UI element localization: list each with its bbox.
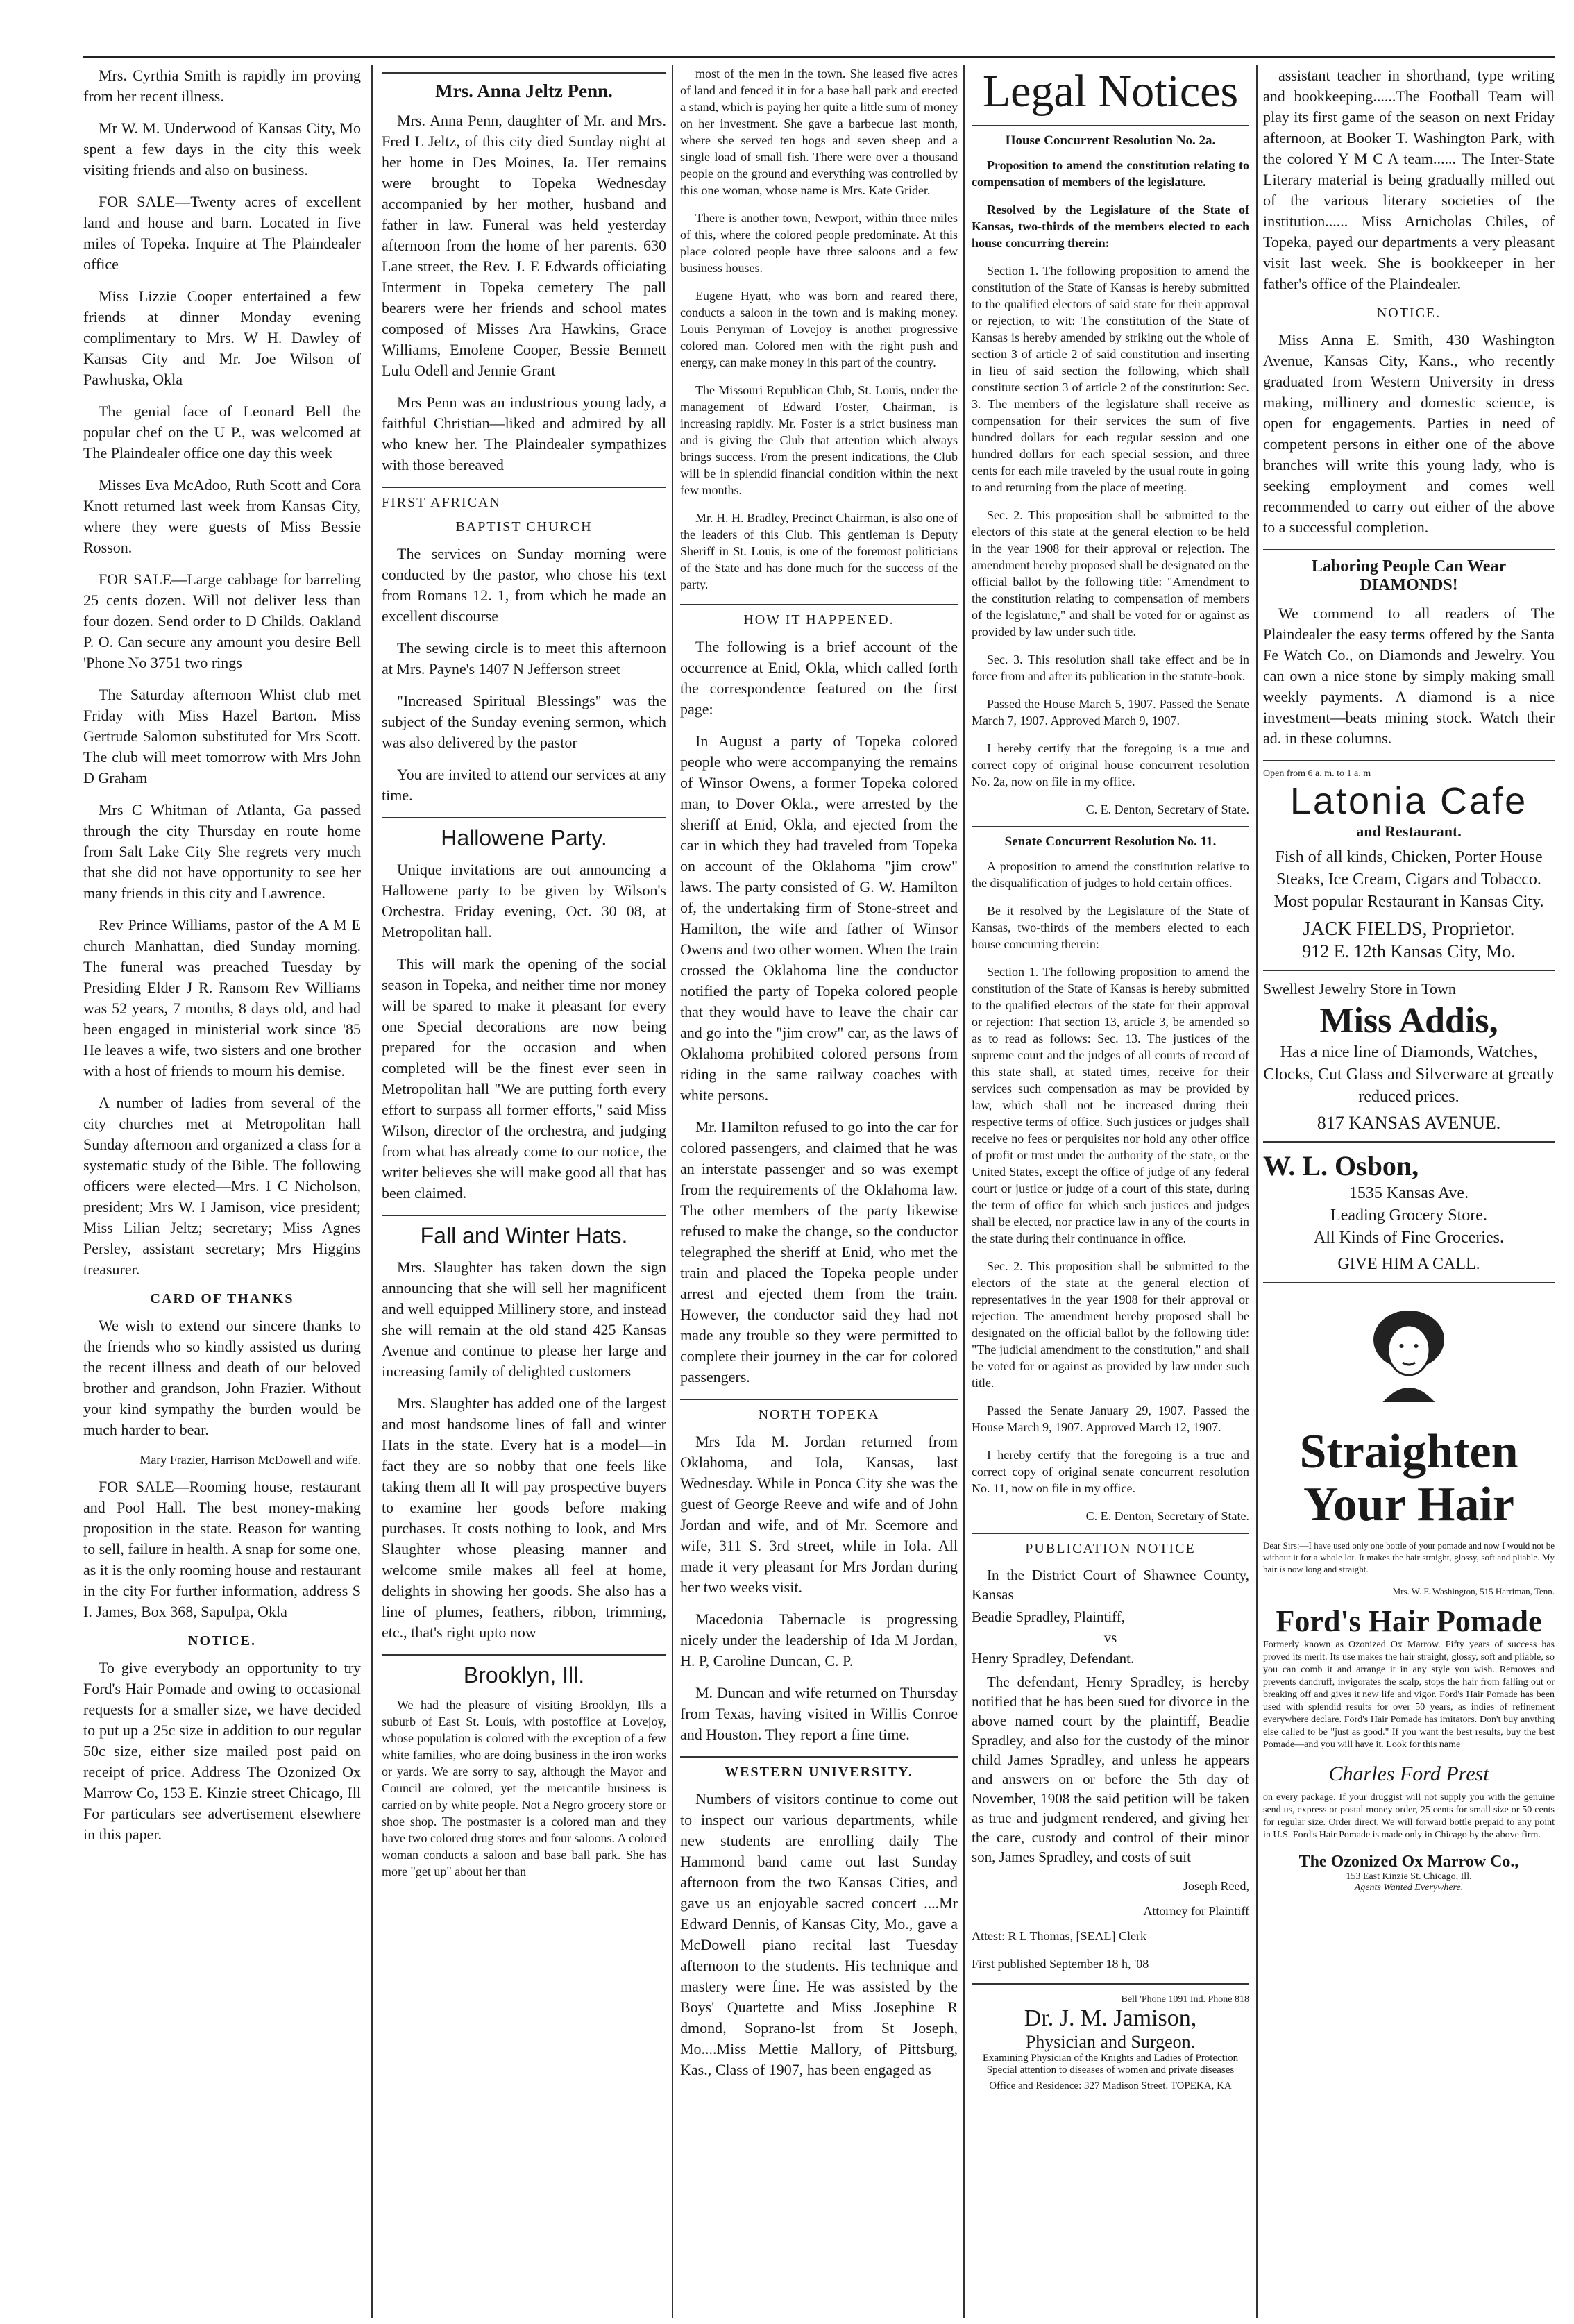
doctor-line: Special attention to diseases of women and private diseases: [986, 2064, 1235, 2075]
card-of-thanks-signature: Mary Frazier, Harrison McDowell and wife.: [139, 1453, 361, 1467]
brooklyn-continued: The Missouri Republican Club, St. Louis, under the management of Edward Foster, Chairman, is increasing rapidly. Mr. Foster is a strict business man and is giving the Club that attention which always brings success. From the present indications, the Club will be in splendid financial condition within the next few months.: [680, 383, 958, 497]
section-rule: [972, 826, 1249, 827]
newspaper-page: [83, 56, 1555, 2318]
hcr-dates: Passed the House March 5, 1907. Passed the Senate March 7, 1907. Approved March 9, 1907.: [972, 697, 1249, 727]
hats-item: Mrs. Slaughter has taken down the sign announcing that she will sell her magnificent and well equipped Millinery store, and instead she will remain at the old stand 425 Kansas Avenue and continue to please her large and increasing family of delighted customers: [382, 1258, 666, 1380]
section-rule: [972, 125, 1249, 126]
section-rule: [382, 817, 666, 818]
section-rule: [382, 72, 666, 74]
doctor-name: Dr. J. M. Jamison,: [1024, 2005, 1197, 2031]
hcr-section: Sec. 3. This resolution shall take effect and be in force from and after its publication in the statute-book.: [972, 652, 1249, 683]
hallowene-item: Unique invitations are out announcing a Hallowene party to be given by Wilson's Orchestra. Friday evening, Oct. 30 08, at Metropolitan hall.: [382, 861, 666, 941]
obituary-body: Mrs Penn was an industrious young lady, a faithful Christian—liked and admired by all who knew her. The Plaindealer sympathizes with those bereaved: [382, 394, 666, 473]
church-subheading: BAPTIST CHURCH: [455, 519, 593, 534]
column-3: [680, 65, 958, 2318]
section-rule: [680, 1399, 958, 1400]
osbon-ad: [1263, 1141, 1555, 1275]
doctor-title: Physician and Surgeon.: [1025, 2032, 1196, 2052]
addis-name: Miss Addis,: [1319, 1001, 1498, 1041]
church-item: The services on Sunday morning were conducted by the pastor, who chose his text from Romans 12. 1, from which he made an excellent discourse: [382, 545, 666, 625]
publication-vs: vs: [1103, 1629, 1117, 1646]
section-rule: [382, 1215, 666, 1216]
brooklyn-heading: Brooklyn, Ill.: [463, 1662, 585, 1687]
ford-company: The Ozonized Ox Marrow Co.,: [1298, 1853, 1519, 1871]
section-rule: [972, 1533, 1249, 1534]
news-item: Miss Lizzie Cooper entertained a few friends at dinner Monday evening complimentary to Mrs. W H. Dawley of Kansas City and Mr. Joe Wilson of Pawhuska, Okla: [83, 287, 361, 388]
miss-addis-ad: [1263, 970, 1555, 1134]
latonia-cafe-ad: [1263, 760, 1555, 963]
scr-section: Sec. 2. This proposition shall be submitted to the electors of the state at the general election of representatives in the year 1908 for their approval or rejection. The amendment hereby proposed shall be designated on the official ballot by the following title: "The judicial amendment to the constitution," and shall be voted for or against as provided by law under such title.: [972, 1259, 1249, 1390]
hcr-certification: I hereby certify that the foregoing is a true and correct copy of original house concurrent resolution No. 2a, now on file in my office.: [972, 741, 1249, 789]
doctor-phones: Bell 'Phone 1091 Ind. Phone 818: [1121, 1994, 1249, 2005]
news-item: A number of ladies from several of the city churches met at Metropolitan hall Sunday afternoon and organized a class for a systematic study of the Bible. The following officers were elected—Mrs. I C Nicholson, president; Mrs W. I Jamison, vice president; Miss Lilian Jeltz; secretary; Miss Agnes Persley, assistant secretary; Mrs Higgins treasurer.: [83, 1094, 361, 1278]
addis-tagline: Swellest Jewelry Store in Town: [1263, 980, 1456, 997]
western-university-heading: WESTERN UNIVERSITY.: [725, 1765, 913, 1780]
section-rule: [680, 604, 958, 605]
addis-body: Has a nice line of Diamonds, Watches, Clocks, Cut Glass and Silverware at greatly reduced prices.: [1263, 1043, 1555, 1106]
woman-portrait-icon: [1357, 1300, 1461, 1404]
classified-ad: FOR SALE—Rooming house, restaurant and Pool Hall. The best money-making proposition in the state. Reason for wanting to sell, failure in health. A snap for some one, as it is the only rooming house and restaurant in the city For further information, address S I. James, Box 368, Sapulpa, Okla: [83, 1478, 361, 1620]
cafe-name: Latonia Cafe: [1289, 780, 1528, 822]
section-rule: [680, 1756, 958, 1758]
notice-heading: NOTICE.: [1376, 305, 1441, 321]
publication-plaintiff: Beadie Spradley, Plaintiff,: [972, 1608, 1126, 1625]
ford-address: 153 East Kinzie St. Chicago, Ill.: [1346, 1871, 1472, 1882]
classified-ad: FOR SALE—Twenty acres of excellent land and house and barn. Located in five miles of Topeka. Inquire at The Plaindealer office: [83, 193, 361, 273]
top-rule: [83, 56, 1555, 58]
doctor-address: Office and Residence: 327 Madison Street. TOPEKA, KA: [989, 2080, 1232, 2091]
cafe-body: Fish of all kinds, Chicken, Porter House Steaks, Ice Cream, Cigars and Tobacco. Most popular Restaurant in Kansas City.: [1273, 848, 1544, 911]
hallowene-item: This will mark the opening of the social season in Topeka, and neither time nor money will be spared to make it pleasant for every one Special decorations are now being prepared for the occasion and when completed will be the finest ever seen in Metropolitan hall "We are putting forth every effort to surpass all former efforts," said Miss Wilson, director of the orchestra, and judging from what has already come to our notice, the writer believes she will make good all that has been claimed.: [382, 955, 666, 1202]
brooklyn-continued: Eugene Hyatt, who was born and reared there, conducts a saloon in the town and is making money. Louis Perryman of Lovejoy is another progressive colored man. Colored men with the right push and energy, can make money in this part of the country.: [680, 289, 958, 369]
column-divider: [672, 65, 673, 2318]
addis-address: 817 KANSAS AVENUE.: [1317, 1113, 1501, 1133]
ford-body-2: on every package. If your druggist will not supply you with the genuine send us, express or postal money order, 25 cents for small size or 50 cents for regular size. Order direct. We will forward bottle prepaid to any point in U.S. Ford's Hair Pomade is made only in Chicago by the above firm.: [1263, 1792, 1555, 1840]
publication-attorney-title: Attorney for Plaintiff: [1143, 1904, 1249, 1918]
column-divider: [1256, 65, 1258, 2318]
church-item: You are invited to attend our services at any time.: [382, 766, 666, 804]
classified-ad: FOR SALE—Large cabbage for barreling 25 cents dozen. Will not deliver less than four dozen. Send order to D Childs. Oakland P. O. Can secure any amount you desire Bell 'Phone No 3751 two rings: [83, 571, 361, 671]
hcr-signature: C. E. Denton, Secretary of State.: [1085, 802, 1249, 816]
publication-first-published: First published September 18 h, '08: [972, 1957, 1149, 1971]
news-item: The genial face of Leonard Bell the popular chef on the U P., was welcomed at The Plaindealer office one day this week: [83, 403, 361, 462]
column-divider: [371, 65, 373, 2318]
north-item: Mrs Ida M. Jordan returned from Oklahoma, and Iola, Kansas, last Wednesday. While in Ponca City she was the guest of George Reeve and wife and of John Jordan and wife, and of Mr. Scemore and wife, 311 S. 3rd street, while in Iola. All made it very pleasant for Mrs Jordan during her two weeks visit.: [680, 1433, 958, 1596]
straighten-hair-headline: Straighten Your Hair: [1299, 1425, 1518, 1531]
brooklyn-continued: Mr. H. H. Bradley, Precinct Chairman, is also one of the leaders of this Club. This gentleman is Deputy Sheriff in St. Louis, is one of the foremost politicians of the State and has done much for the success of the party.: [680, 511, 958, 591]
hair-testimonial: Dear Sirs:—I have used only one bottle of your pomade and now I would not be without it for a whole lot. It makes the hair straight, glossy, soft and pliable. My hair is now long and straight.: [1263, 1540, 1555, 1574]
scr-section: Section 1. The following proposition to amend the constitution of the State of Kansas is hereby submitted to the qualified electors of the state for their approval or rejection: That section 13, article 3, be amended so as to read as follows: Sec. 13. The justices of the supreme court and the judges of all courts of record of this state shall, at stated times, receive for their services such compensation as may be provided by law, which shall not be increased during their respective terms of office. Such justices or judges shall receive no fees or perquisites nor hold any other office of profit or trust under the authority of the state, or the United States, except the office of judge of any federal court or justice or judge of a court of this state, during the term of office for which such justices and judges shall be elected, nor practice law in any of the courts in the state during their continuance in office.: [972, 965, 1249, 1245]
notice-heading: NOTICE.: [188, 1633, 256, 1649]
osbon-address: 1535 Kansas Ave.: [1348, 1184, 1469, 1202]
scr-resolved: Be it resolved by the Legislature of the State of Kansas, two-thirds of the members elected to each house concurring therein:: [972, 904, 1249, 951]
column-4: [972, 65, 1249, 2318]
ford-signature: Charles Ford Prest: [1328, 1762, 1489, 1785]
western-body: Numbers of visitors continue to come out to inspect our various departments, while new students are enrolling daily The Hammond band came out last Sunday afternoon from the two Kansas Cities, and gave us an enjoyable sacred concert ....Mr Edward Dennis, of Kansas City, Mo., gave a McDowell piano recital last Tuesday afternoon to the students. His technique and mastery were fine. He was assisted by the Boys' Quartette and Miss Josephine R dmond, Soprano-lst from St Joseph, Mo....Miss Mettie Mallory, of Pittsburg, Kas., Class of 1907, has been engaged as: [680, 1790, 958, 2078]
osbon-name: W. L. Osbon,: [1263, 1150, 1419, 1181]
legal-notices-title: Legal Notices: [982, 66, 1239, 117]
how-it-happened-heading: HOW IT HAPPENED.: [743, 612, 895, 628]
brooklyn-continued: most of the men in the town. She leased five acres of land and fenced it in for a base ball park and erected a stand, which is paying her quite a little sum of money on her investment. She gave a barbecue last month, where she served ten hogs and seven sheep and a single load of small fish. There were over a thousand people on the ground and everything was controlled by this one woman, whose name is Mrs. Kate Grider.: [680, 67, 958, 197]
scr-subtitle: A proposition to amend the constitution relative to the disqualification of judges to hold certain offices.: [972, 859, 1249, 890]
hats-item: Mrs. Slaughter has added one of the largest and most handsome lines of fall and winter Hats in the state. Every hat is a model—in fact they are so nobby that one feels like taking them all It will pay prospective buyers to examine her goods before making purchases. It costs nothing to look, and Mrs Slaughter whose pleasing manner and welcome smile makes all feel at home, delights in showing her goods. She also has a line of plumes, feathers, ribbon, trimming, etc., that's right upto now: [382, 1395, 666, 1641]
news-item: The Saturday afternoon Whist club met Friday with Miss Hazel Barton. Miss Gertrude Salomon substituted for Mrs Scott. The club will meet tomorrow with Mrs John D Graham: [83, 686, 361, 786]
scr-certification: I hereby certify that the foregoing is a true and correct copy of original senate concurrent resolution No. 11, now on file in my office.: [972, 1448, 1249, 1495]
column-5: [1263, 65, 1555, 2318]
church-item: The sewing circle is to meet this afternoon at Mrs. Payne's 1407 N Jefferson street: [382, 639, 666, 677]
ford-hair-pomade-ad: [1263, 1282, 1555, 1894]
hcr-heading: House Concurrent Resolution No. 2a.: [1005, 133, 1216, 148]
how-item: In August a party of Topeka colored people who were accompanying the remains of Winsor Owens, a former Topeka colored man, to Dover Okla., were arrested by the sheriff at Enid, Okla, and ejected from the car in which they had traveled from Topeka on account of the Oklahoma "jim crow" laws. The party consisted of G. W. Hamilton of, the undertaking firm of Stone-street and Hamilton, the wife and father of Winsor Owens and two other women. When the train crossed the Oklahoma line the conductor notified the party of Topeka colored people that they would have to leave the chair car and go into the "jim crow" car, as the laws of Oklahoma prohibited colored persons from riding in the same railway coaches with white persons.: [680, 732, 958, 1104]
publication-attest: Attest: R L Thomas, [SEAL] Clerk: [972, 1929, 1146, 1943]
news-item: Rev Prince Williams, pastor of the A M E church Manhattan, died Sunday morning. The funeral was preached Tuesday by Presiding Elder J R. Ransom Rev Williams was 52 years, 7 months, 8 days old, and had been engaged in ministerial work since '85 He leaves a wife, two sisters and one brother with a host of friends to mourn his demise.: [83, 916, 361, 1079]
news-item: Mr W. M. Underwood of Kansas City, Mo spent a few days in the city this week visiting friends and also on business.: [83, 119, 361, 178]
column-1: [83, 65, 361, 2318]
hallowene-heading: Hallowene Party.: [441, 825, 607, 850]
notice-body: Miss Anna E. Smith, 430 Washington Avenue, Kansas City, Kans., who recently graduated from Western University in dress making, millinery and domestic science, is open for engagements. Parties in need of competent persons in either one of the above branches will write this young lady, who is seeking employment and comes well recommended to carry out either of the above to a successful completion.: [1263, 331, 1555, 536]
cafe-hours: Open from 6 a. m. to 1 a. m: [1263, 768, 1371, 779]
cafe-proprietor: JACK FIELDS, Proprietor.: [1303, 918, 1515, 940]
scr-heading: Senate Concurrent Resolution No. 11.: [1004, 834, 1217, 849]
hcr-resolved: Resolved by the Legislature of the State of Kansas, two-thirds of the members elected to each house concurring therein:: [972, 203, 1249, 250]
doctor-line: Examining Physician of the Knights and Ladies of Protection: [982, 2053, 1239, 2064]
publication-defendant: Henry Spradley, Defendant.: [972, 1650, 1135, 1667]
publication-body: The defendant, Henry Spradley, is hereby notified that he has been sued for divorce in the above named court by the plaintiff, Beadie Spradley, and also for the custody of the minor child James Spradley, and unless he appears and answers on or before the 5th day of November, 1908 the said petition will be taken as true and judgment rendered, and giving her the care, custody and control of their minor son, James Spradley, and costs of suit: [972, 1674, 1249, 1865]
western-continued: assistant teacher in shorthand, type writing and bookkeeping......The Football Team will play its first game of the season on next Friday afternoon, at Booker T. Washington Park, with the colored Y M C A team...... The Inter-State Literary material is being gradually milled out of the various literary societies of the institution...... Miss Arnicholas Chiles, of Topeka, payed our departments a very pleasant visit last week. She is bookkeeper in her father's office of the Plaindealer.: [1263, 67, 1555, 292]
obituary-body: Mrs. Anna Penn, daughter of Mr. and Mrs. Fred L Jeltz, of this city died Sunday night at her home in Des Moines, Ia. Her remains were brought to Topeka Wednesday accompanied by her mother, husband and father in law. Funeral was held yesterday afternoon from the home of her parents. 630 Lane street, the Rev. J. E Edwards officiating Interment in Topeka cemetery The pall bearers were her friends and school mates composed of Misses Ara Hawkins, Grace Williams, Emolene Cooper, Bessie Bennett Lulu Odell and Jennie Grant: [382, 112, 666, 379]
hcr-section: Sec. 2. This proposition shall be submitted to the electors of this state at the general election to be held in the year 1908 for their approval or rejection. The amendment hereby proposed shall be designated on the official ballot by the following title: "Amendment to the constitution relating to compensation of members of the legislature," and shall be voted for or against as provided by law under such title.: [972, 508, 1249, 639]
hcr-section: Section 1. The following proposition to amend the constitution of the State of Kansas is hereby submitted to the qualified electors of said state for their approval or rejection, to wit: The constitution of the State of Kansas is hereby amended by striking out the whole of section 3 of article 2 of said constitution and inserting in lieu of said section the following, which shall constitute section 3 of article 2 of the constitution: Sec. 3. The members of the legislature shall receive as compensation for their services the sum of five hundred dollars for each regular session and one hundred dollars for each special session, and three cents for each mile traveled by the usual route in going to and returning from the place of meeting.: [972, 264, 1249, 494]
column-2: [382, 65, 666, 2318]
column-divider: [963, 65, 965, 2318]
north-topeka-heading: NORTH TOPEKA: [758, 1407, 880, 1422]
doctor-ad: [972, 1983, 1249, 2092]
church-heading: FIRST AFRICAN: [382, 495, 501, 510]
brooklyn-body: We had the pleasure of visiting Brooklyn, Ills a suburb of East St. Louis, with postoffice at Lovejoy, whose population is colored with the exception of a few white families, who are doing business in the iron works or yards. We are sorry to say, although the Mayor and Council are colored, yet the mercantile business is carried on by white people. Not a Negro grocery store or shoe shop. The postmaster is a colored man and they have two colored drug stores and four saloons. A colored woman conducts a saloon and base ball park. She has more "get up" about her than: [382, 1698, 666, 1878]
cafe-address: 912 E. 12th Kansas City, Mo.: [1302, 941, 1516, 961]
section-rule: [382, 487, 666, 488]
north-item: Macedonia Tabernacle is progressing nicely under the leadership of Ida M Jordan, H. P, Caroline Duncan, C. P.: [680, 1610, 958, 1669]
hcr-subtitle: Proposition to amend the constitution relating to compensation of members of the legislature.: [972, 158, 1249, 189]
publication-attorney: Joseph Reed,: [1183, 1879, 1249, 1893]
card-of-thanks-body: We wish to extend our sincere thanks to the friends who so kindly assisted us during the recent illness and death of our beloved brother and grandson, John Frazier. Without your kind sympathy the burden would be much harder to bear.: [83, 1317, 361, 1438]
news-item: Mrs C Whitman of Atlanta, Ga passed through the city Thursday en route home from Salt Lake City She regrets very much that she did not have opportunity to see her many friends in this city and Lawrence.: [83, 801, 361, 902]
diamonds-body: We commend to all readers of The Plaindealer the easy terms offered by the Santa Fe Watch Co., on Diamonds and Jewelry. You can own a nice stone by simply making small weekly payments. A diamond is a nice investment—beats mining stock. Watch their ad. in these columns.: [1263, 605, 1555, 747]
obituary-heading: Mrs. Anna Jeltz Penn.: [435, 81, 613, 101]
north-item: M. Duncan and wife returned on Thursday from Texas, having visited in Willis Conroe and Houston. They report a fine time.: [680, 1684, 958, 1743]
ford-agents: Agents Wanted Everywhere.: [1354, 1883, 1464, 1893]
osbon-line: All Kinds of Fine Groceries.: [1314, 1229, 1504, 1247]
ford-pomade-name: Ford's Hair Pomade: [1276, 1604, 1542, 1638]
section-rule: [1263, 549, 1555, 550]
how-item: Mr. Hamilton refused to go into the car for colored passengers, and claimed that he was an interstate passenger and so was exempt from the requirements of the Oklahoma law. The other members of the party likewise refused to make the change, so the conductor telegraphed the sheriff at Enid, who met the train and placed the Topeka people under arrest and ejected them from the train. However, the conductor said they had not made any trouble so they were permitted to complete their journey in the car for colored passengers.: [680, 1118, 958, 1386]
news-item: Mrs. Cyrthia Smith is rapidly im proving from her recent illness.: [83, 67, 361, 105]
hats-heading: Fall and Winter Hats.: [420, 1223, 628, 1248]
scr-signature: C. E. Denton, Secretary of State.: [1085, 1509, 1249, 1523]
notice-body: To give everybody an opportunity to try Ford's Hair Pomade and owing to occasional requests for a smaller size, we have decided to put up a 25c size in addition to our regular 50c size, either size mailed post paid on receipt of price. Address The Ozonized Ox Marrow Co, 153 E. Kinzie street Chicago, Ill For particulars see advertisement elsewhere in this paper.: [83, 1659, 361, 1843]
news-item: Misses Eva McAdoo, Ruth Scott and Cora Knott returned last week from Kansas City, where they were guests of Miss Bessie Rosson.: [83, 476, 361, 556]
osbon-line: Leading Grocery Store.: [1330, 1206, 1487, 1224]
cafe-subtitle: and Restaurant.: [1356, 823, 1462, 840]
publication-court: In the District Court of Shawnee County, Kansas: [972, 1567, 1249, 1603]
osbon-line: GIVE HIM A CALL.: [1337, 1255, 1480, 1273]
ford-body: Formerly known as Ozonized Ox Marrow. Fifty years of success has proved its merit. Its use makes the hair straight, glossy, soft and pliable, so you can comb it and arrange it in any style you wish. Removes and prevents dandruff, invigorates the scalp, stops the hair from falling out or breaking off and gives it new life and vigor. Ford's Hair Pomade has been used with splendid results for over 50 years, as indies of refinement everywhere declare. Ford's Hair Pomade has imitators. Don't buy anything else called to be "just as good." If you want the best results, buy the best Pomade—and you will have it. Look for this name: [1263, 1640, 1555, 1750]
section-rule: [382, 1654, 666, 1656]
scr-dates: Passed the Senate January 29, 1907. Passed the House March 9, 1907. Approved March 12, 1907.: [972, 1404, 1249, 1434]
publication-notice-heading: PUBLICATION NOTICE: [1025, 1541, 1196, 1556]
card-of-thanks-heading: CARD OF THANKS: [150, 1291, 294, 1306]
hair-testimonial-signature: Mrs. W. F. Washington, 515 Harriman, Tenn.: [1392, 1586, 1555, 1597]
brooklyn-continued: There is another town, Newport, within three miles of this, where the colored people predominate. At this place colored people have three saloons and a few business houses.: [680, 211, 958, 275]
how-item: The following is a brief account of the occurrence at Enid, Okla, which called forth the correspondence featured on the first page:: [680, 638, 958, 718]
church-item: "Increased Spiritual Blessings" was the subject of the Sunday evening sermon, which was also delivered by the pastor: [382, 692, 666, 751]
diamonds-heading: Laboring People Can Wear DIAMONDS!: [1311, 557, 1507, 594]
